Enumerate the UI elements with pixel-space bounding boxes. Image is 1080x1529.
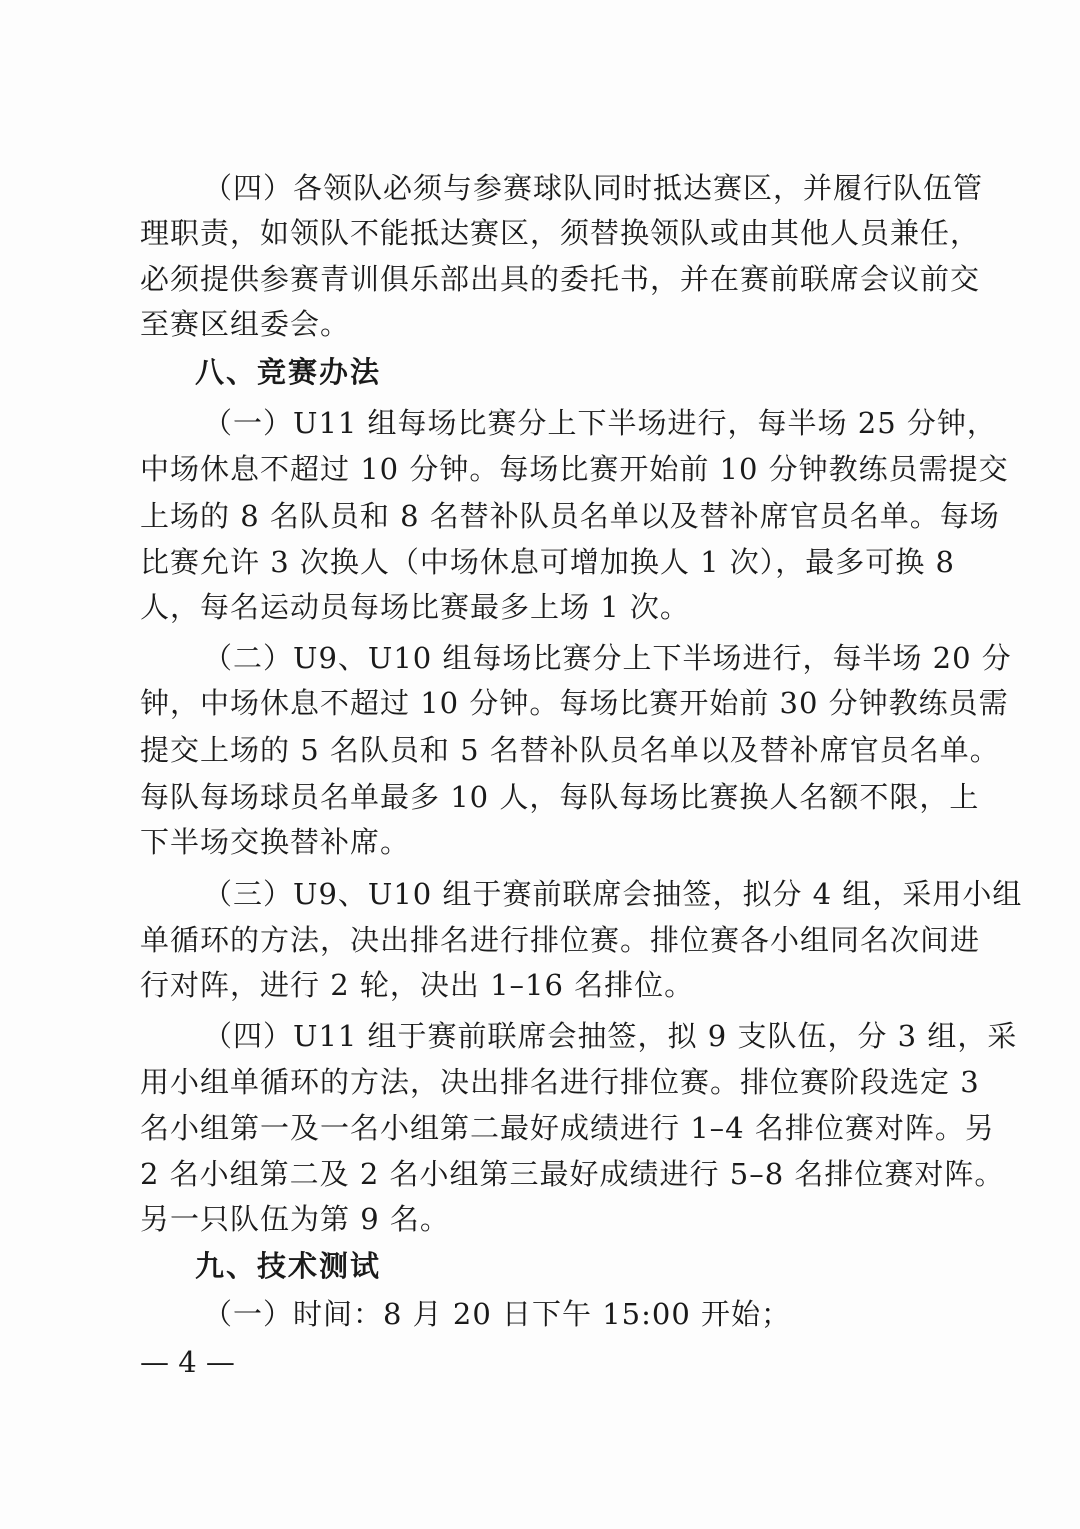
paragraph-line: （三）U9、U10 组于赛前联席会抽签，拟分 4 组，采用小组 [203, 877, 1023, 911]
paragraph-line: （四）各领队必须与参赛球队同时抵达赛区，并履行队伍管 [203, 171, 984, 205]
page-number: — 4 — [140, 1345, 235, 1379]
paragraph-line: 行对阵，进行 2 轮，决出 1–16 名排位。 [140, 968, 695, 1002]
paragraph-line: 钟，中场休息不超过 10 分钟。每场比赛开始前 30 分钟教练员需 [140, 686, 1009, 720]
paragraph-line: 用小组单循环的方法，决出排名进行排位赛。排位赛阶段选定 3 [140, 1065, 980, 1099]
section-heading: 八、竞赛办法 [195, 355, 382, 389]
paragraph-line: 中场休息不超过 10 分钟。每场比赛开始前 10 分钟教练员需提交 [140, 452, 1009, 486]
paragraph-line: 每队每场球员名单最多 10 人，每队每场比赛换人名额不限，上 [140, 780, 980, 814]
paragraph-line: （一）U11 组每场比赛分上下半场进行，每半场 25 分钟， [203, 406, 997, 440]
paragraph-line: 比赛允许 3 次换人（中场休息可增加换人 1 次），最多可换 8 [140, 545, 955, 579]
paragraph-line: 下半场交换替补席。 [140, 825, 411, 859]
paragraph-line: 至赛区组委会。 [140, 307, 351, 341]
paragraph-line: 提交上场的 5 名队员和 5 名替补队员名单以及替补席官员名单。 [140, 733, 1000, 767]
paragraph-line: 理职责，如领队不能抵达赛区，须替换领队或由其他人员兼任， [140, 216, 981, 250]
paragraph-line: 另一只队伍为第 9 名。 [140, 1202, 450, 1236]
paragraph-line: 2 名小组第二及 2 名小组第三最好成绩进行 5–8 名排位赛对阵。 [140, 1157, 1005, 1191]
paragraph-line: 上场的 8 名队员和 8 名替补队员名单以及替补席官员名单。每场 [140, 499, 1000, 533]
paragraph-line: （四）U11 组于赛前联席会抽签，拟 9 支队伍，分 3 组，采 [203, 1019, 1018, 1053]
paragraph-line: （二）U9、U10 组每场比赛分上下半场进行，每半场 20 分 [203, 641, 1012, 675]
paragraph-line: 人，每名运动员每场比赛最多上场 1 次。 [140, 590, 690, 624]
paragraph-line: （一）时间：8 月 20 日下午 15:00 开始； [203, 1297, 792, 1331]
paragraph-line: 单循环的方法，决出排名进行排位赛。排位赛各小组同名次间进 [140, 923, 981, 957]
paragraph-line: 必须提供参赛青训俱乐部出具的委托书，并在赛前联席会议前交 [140, 262, 981, 296]
section-heading: 九、技术测试 [195, 1249, 382, 1283]
paragraph-line: 名小组第一及一名小组第二最好成绩进行 1–4 名排位赛对阵。另 [140, 1111, 995, 1145]
